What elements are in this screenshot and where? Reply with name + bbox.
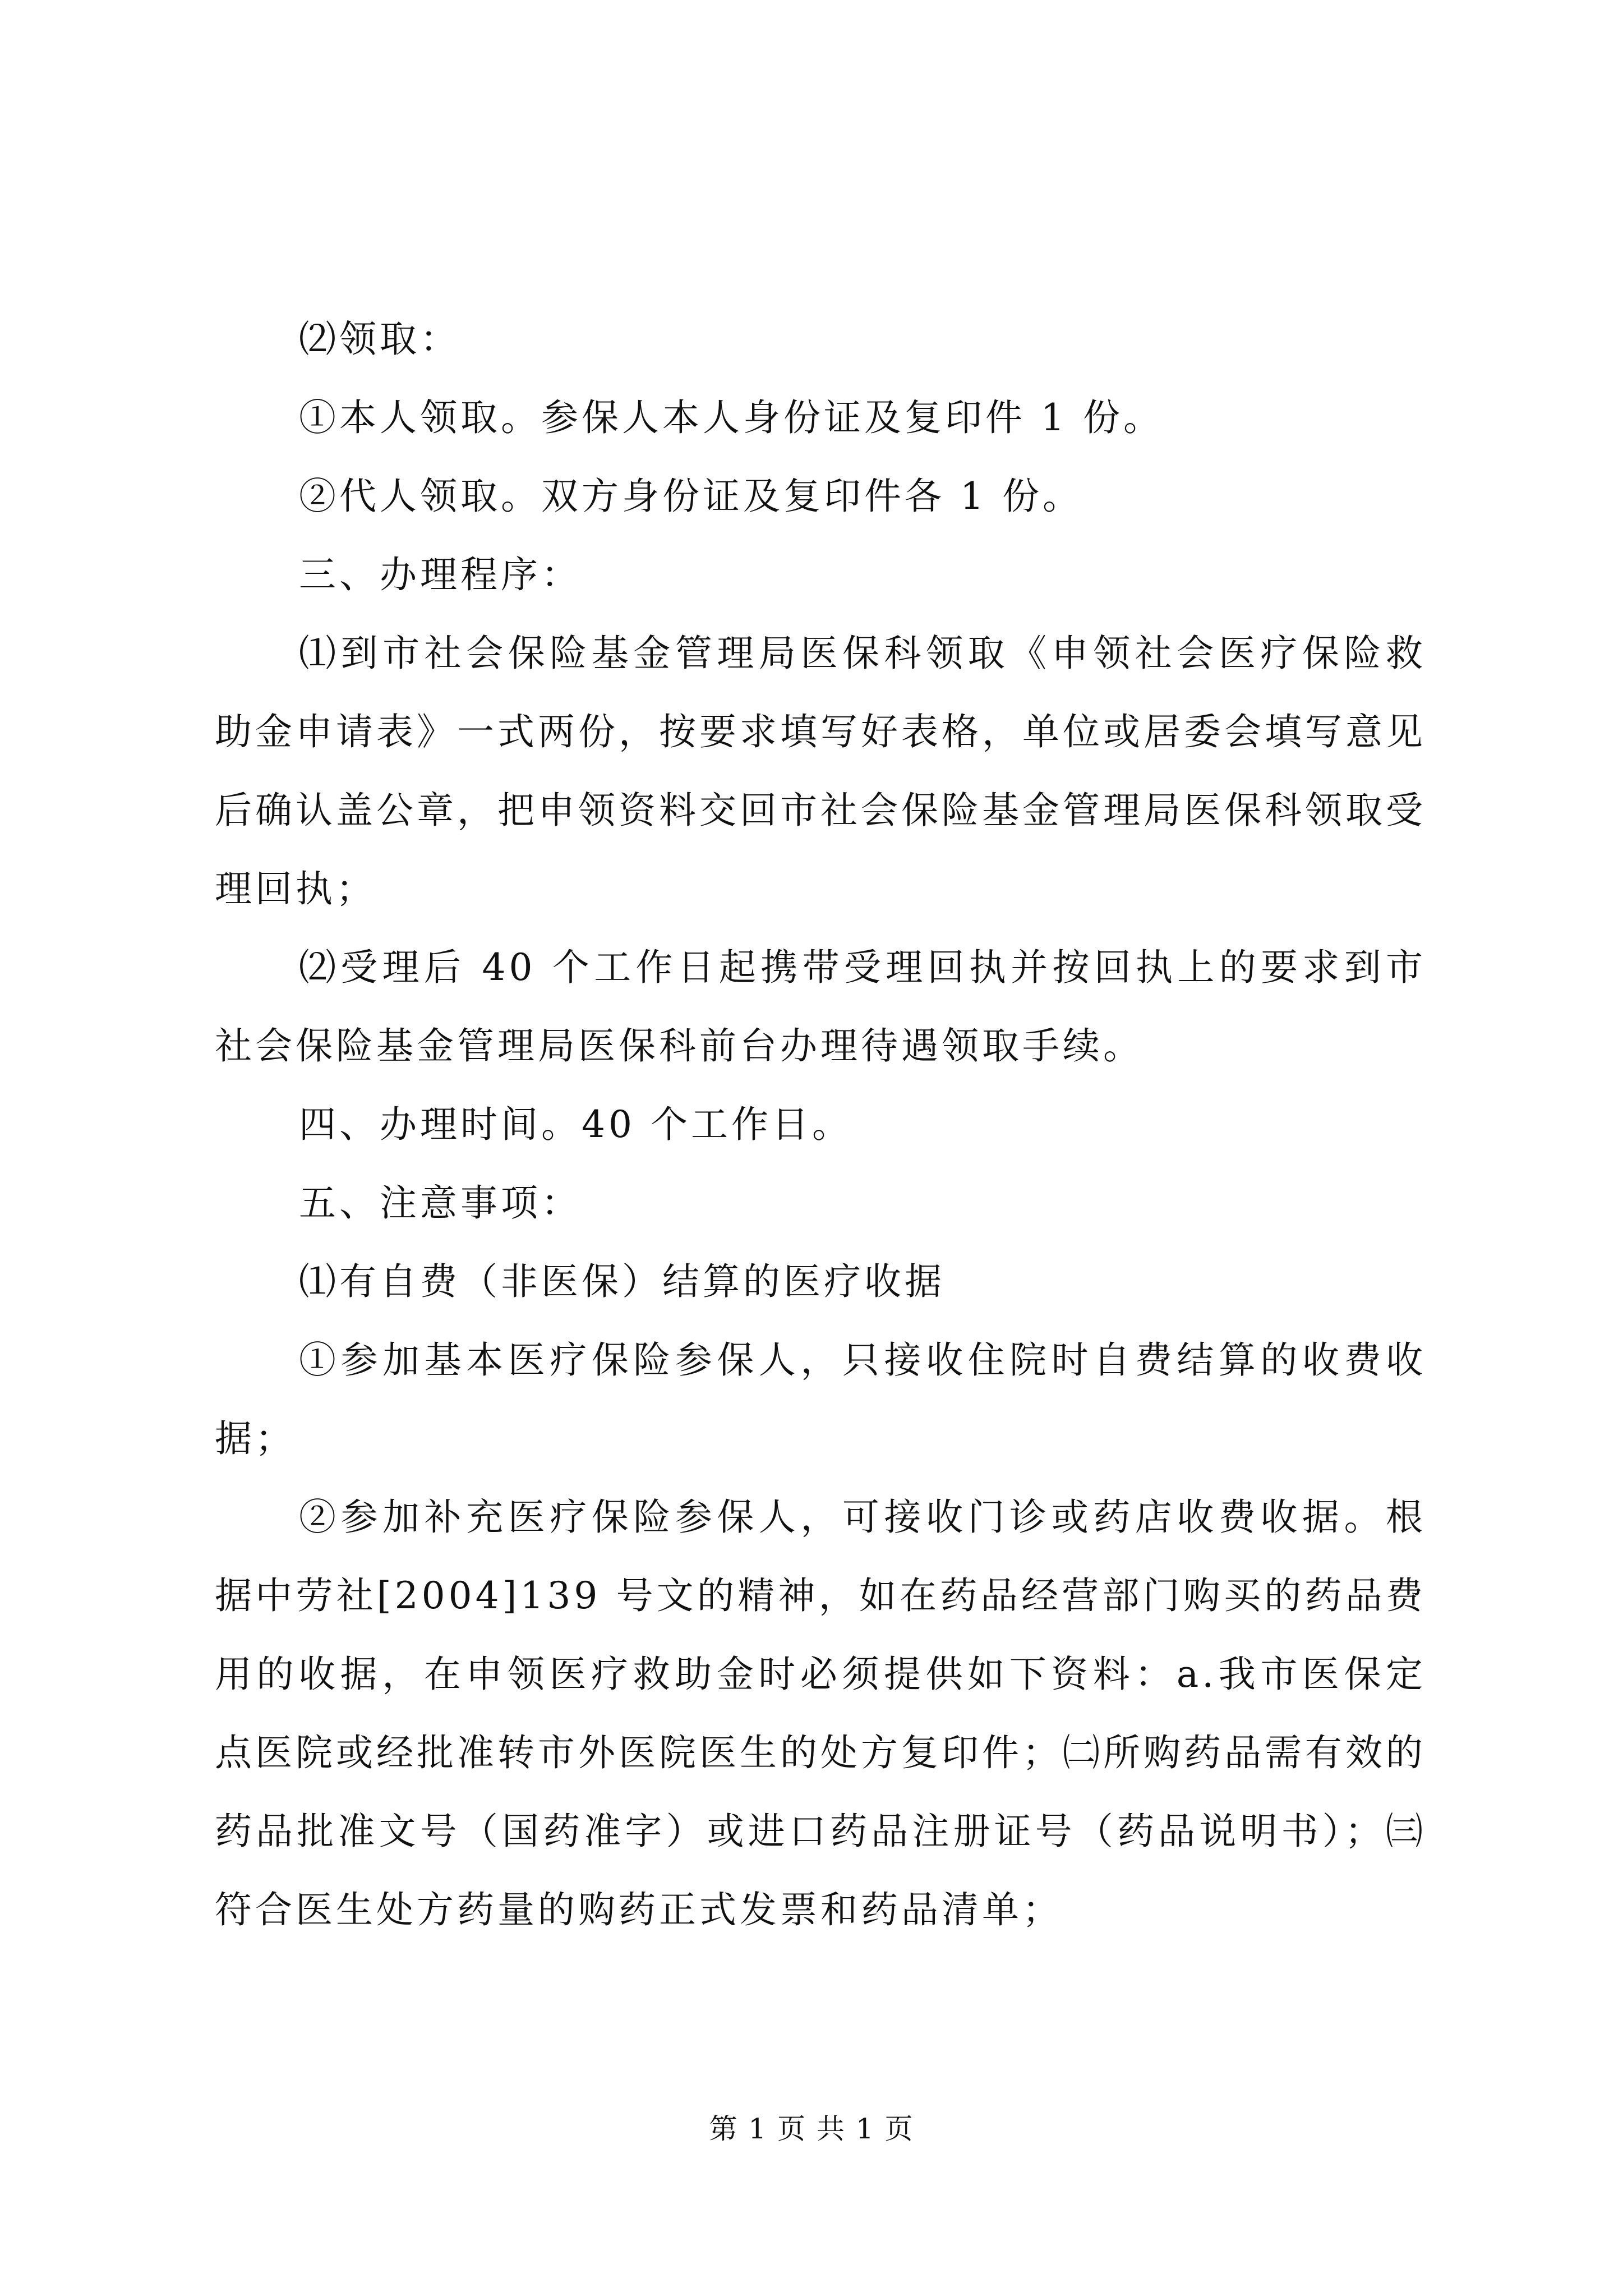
page-footer: 第 1 页 共 1 页 [709,2113,914,2145]
section-heading-processing-time: 四、办理时间。40 个工作日。 [299,1103,852,1146]
section-heading-notes: 五、注意事项： [299,1181,582,1225]
paragraph-supplementary-insurance: ②参加补充医疗保险参保人，可接收门诊或药店收费收据。根据中劳社[2004]139 号文的精神，如在药品经营部门购买的药品费用的收据，在申领医疗救助金时必须提供如下资料：a.我市医保定点医院或经批准转市外医院医生的处方复印件；㈡所购药品需有效的药品批准文号（国药准字）或进口药品注册证号（药品说明书）；㈢符合医生处方药量的购药正式发票和药品清单； [215,1496,1426,1931]
paragraph-proxy-collect: ②代人领取。双方身份证及复印件各 1 份。 [299,475,1083,518]
document-body [215,300,1426,1949]
paragraph-notes-item-1: ⑴有自费（非医保）结算的医疗收据 [299,1260,945,1303]
paragraph-procedure-step-1: ⑴到市社会保险基金管理局医保科领取《申领社会医疗保险救助金申请表》一式两份，按要求填写好表格，单位或居委会填写意见后确认盖公章，把申领资料交回市社会保险基金管理局医保科领取受理回执； [215,632,1426,910]
paragraph-collect-heading: ⑵领取： [299,318,460,361]
paragraph-self-collect: ①本人领取。参保人本人身份证及复印件 1 份。 [299,396,1164,439]
section-heading-procedure: 三、办理程序： [299,553,582,596]
paragraph-procedure-step-2: ⑵受理后 40 个工作日起携带受理回执并按回执上的要求到市社会保险基金管理局医保科前台办理待遇领取手续。 [215,946,1426,1068]
paragraph-basic-insurance: ①参加基本医疗保险参保人，只接收住院时自费结算的收费收据； [215,1338,1426,1460]
